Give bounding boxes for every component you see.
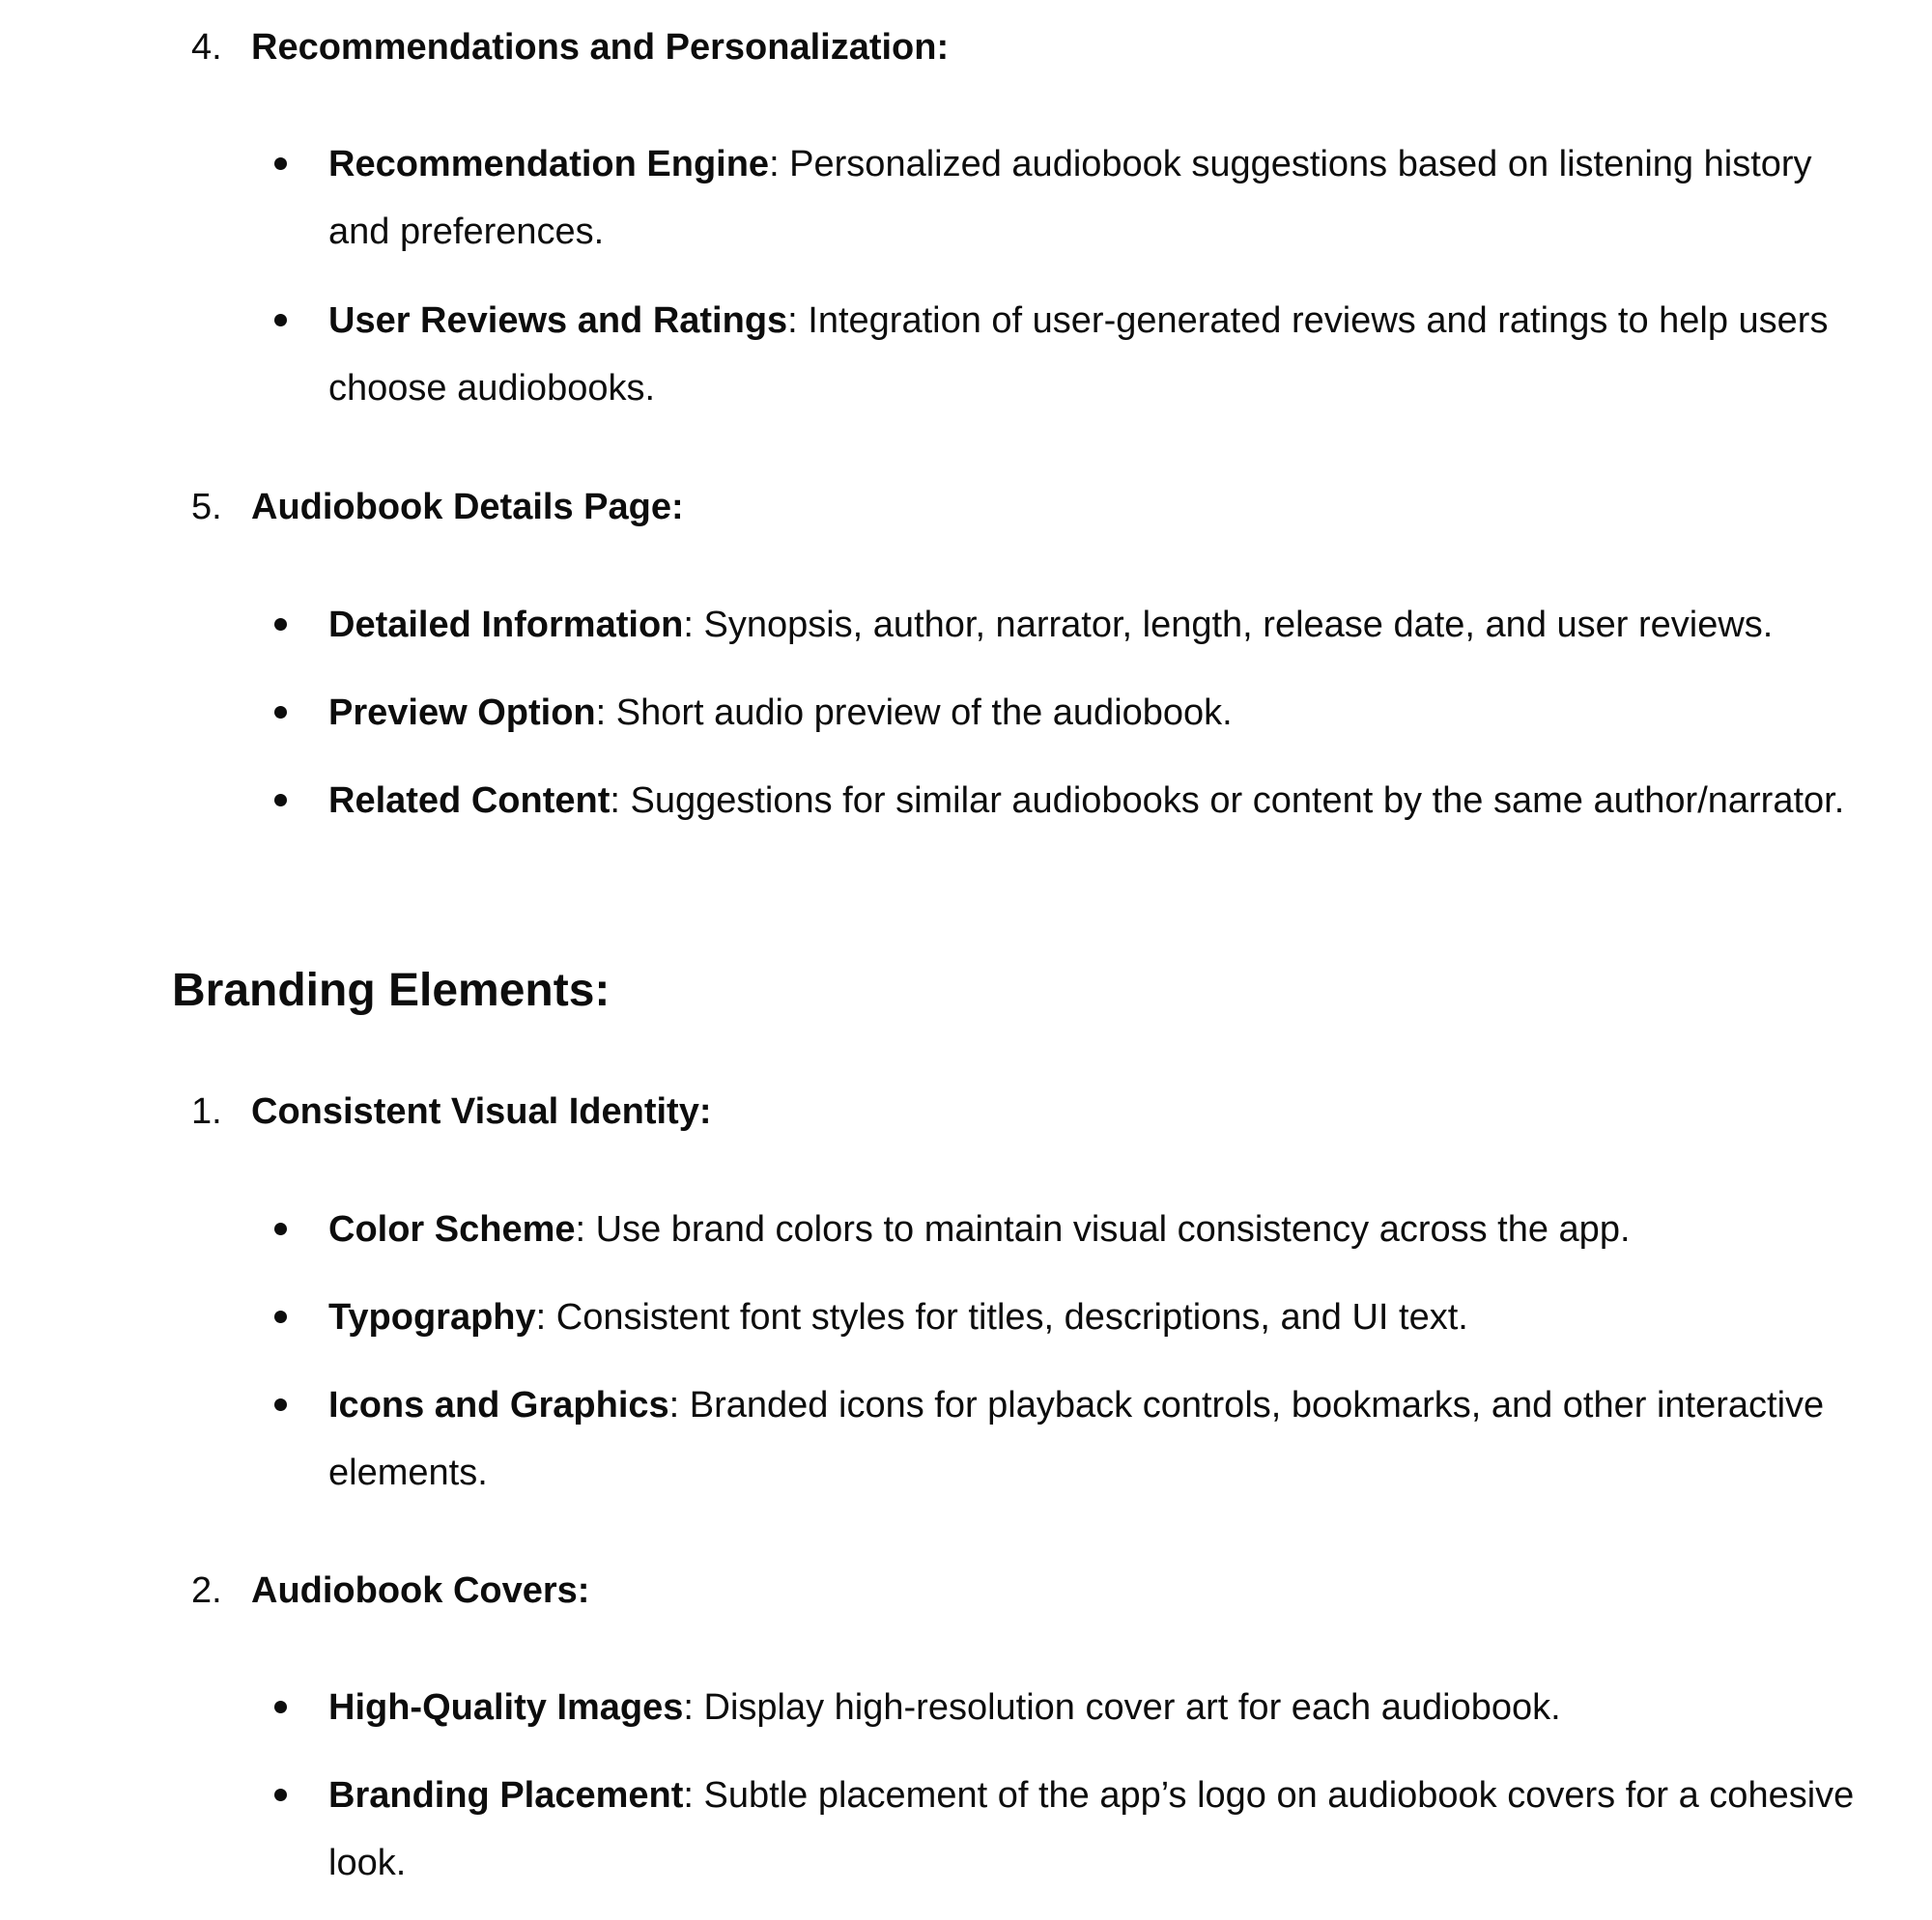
list-number: 2.	[191, 1570, 222, 1611]
bullet-term: Color Scheme	[328, 1209, 576, 1250]
bullet-dot-icon	[274, 157, 287, 170]
bullet-recommendation-engine	[276, 130, 1880, 266]
bullet-desc: : Short audio preview of the audiobook.	[595, 692, 1233, 733]
bullet-dot-icon	[274, 794, 287, 806]
bullet-term: Detailed Information	[328, 605, 684, 645]
bullet-desc: : Use brand colors to maintain visual consistency across the app.	[575, 1209, 1631, 1250]
bullet-branding-placement	[276, 1762, 1880, 1897]
list-number: 5.	[191, 487, 222, 527]
bullet-term: Related Content	[328, 780, 611, 821]
bullet-preview-option	[276, 679, 1880, 747]
bullet-term: High-Quality Images	[328, 1687, 684, 1728]
bullet-term: Preview Option	[328, 692, 596, 733]
bullet-icons-graphics	[276, 1371, 1880, 1507]
bullet-dot-icon	[274, 618, 287, 631]
bullet-typography	[276, 1284, 1880, 1351]
list-title: Audiobook Details Page:	[251, 487, 684, 527]
bullet-desc: : Display high-resolution cover art for each audiobook.	[683, 1687, 1561, 1728]
bullet-desc: : Synopsis, author, narrator, length, release date, and user reviews.	[683, 605, 1774, 645]
bullet-term: User Reviews and Ratings	[328, 300, 788, 341]
list-title: Recommendations and Personalization:	[251, 27, 950, 68]
bullet-desc: : Consistent font styles for titles, descriptions, and UI text.	[535, 1297, 1468, 1338]
bullet-desc: : Branded icons for playback controls, bookmarks, and other interactive elements.	[328, 1385, 1825, 1493]
bullet-dot-icon	[274, 314, 287, 326]
bullet-dot-icon	[274, 706, 287, 719]
list-title: Audiobook Covers:	[251, 1570, 590, 1611]
bullet-related-content	[276, 767, 1880, 834]
bullet-dot-icon	[274, 1701, 287, 1713]
list-title: Consistent Visual Identity:	[251, 1091, 712, 1132]
bullet-dot-icon	[274, 1223, 287, 1235]
bullet-desc: : Subtle placement of the app’s logo on audiobook covers for a cohesive look.	[328, 1775, 1855, 1883]
list-number: 1.	[191, 1091, 222, 1132]
bullet-dot-icon	[274, 1398, 287, 1411]
bullet-desc: : Integration of user-generated reviews and ratings to help users choose audiobooks.	[328, 300, 1829, 409]
bullet-term: Recommendation Engine	[328, 144, 770, 184]
bullet-dot-icon	[274, 1789, 287, 1801]
section-heading: Branding Elements:	[172, 965, 611, 1016]
bullet-desc: : Personalized audiobook suggestions based on listening history and preferences.	[328, 144, 1812, 252]
bullet-user-reviews	[276, 287, 1880, 422]
bullet-term: Icons and Graphics	[328, 1385, 669, 1426]
bullet-detailed-information	[276, 591, 1880, 659]
bullet-dot-icon	[274, 1311, 287, 1323]
bullet-term: Branding Placement	[328, 1775, 684, 1816]
bullet-high-quality-images	[276, 1674, 1880, 1741]
bullet-color-scheme	[276, 1196, 1880, 1263]
bullet-desc: : Suggestions for similar audiobooks or content by the same author/narrator.	[610, 780, 1845, 821]
bullet-term: Typography	[328, 1297, 536, 1338]
list-number: 4.	[191, 27, 222, 68]
